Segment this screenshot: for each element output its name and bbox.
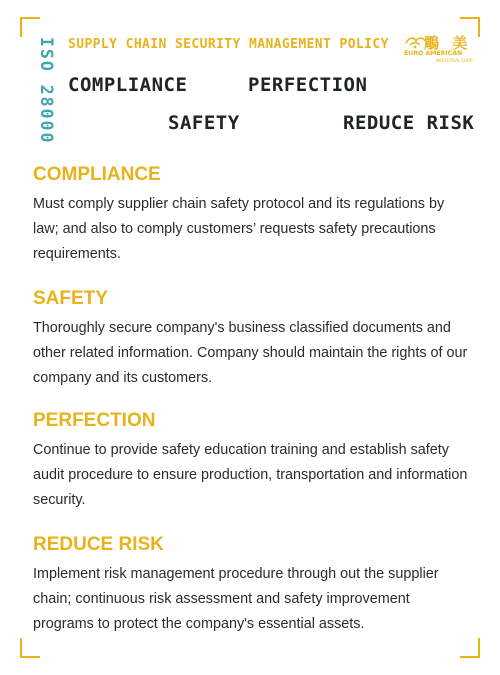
corner-bracket-bottom-left: [20, 638, 40, 658]
section-body: Implement risk management procedure through out the supplier chain; continuous risk assessment and safety improvement programs to protect the company's essential assets.: [33, 566, 439, 632]
keyword-safety: SAFETY: [168, 112, 240, 134]
section-heading: PERFECTION: [33, 410, 156, 431]
section-heading: SAFETY: [33, 288, 108, 309]
section-body: Thoroughly secure company's business classified documents and other related information. Company should maintain the rights of our company and its customers.: [33, 320, 468, 386]
section-body: Continue to provide safety education training and establish safety audit procedure to ensure production, transportation and information security.: [33, 442, 468, 508]
section-compliance: [33, 162, 473, 267]
logo-chinese-text: 鵰 美: [424, 34, 472, 52]
policy-title: SUPPLY CHAIN SECURITY MANAGEMENT POLICY: [68, 37, 389, 52]
section-body: Must comply supplier chain safety protocol and its regulations by law; and also to comply customers’ requests safety precautions requirements.: [33, 196, 445, 262]
section-safety: [33, 286, 473, 391]
section-perfection: [33, 408, 473, 513]
corner-bracket-top-left: [20, 17, 40, 37]
keyword-reduce-risk: REDUCE RISK: [343, 112, 475, 134]
corner-bracket-bottom-right: [460, 638, 480, 658]
logo-bird-icon: [404, 35, 426, 49]
logo-subtitle: INDUSTRIAL CORP.: [436, 58, 474, 63]
keyword-perfection: PERFECTION: [248, 74, 368, 96]
logo-english-text: EURO AMERICAN: [404, 50, 463, 57]
keyword-compliance: COMPLIANCE: [68, 74, 188, 96]
section-heading: REDUCE RISK: [33, 534, 164, 555]
iso-standard-label: ISO 28000: [37, 37, 56, 145]
section-reduce-risk: [33, 532, 473, 637]
company-logo: [400, 33, 474, 69]
section-heading: COMPLIANCE: [33, 164, 161, 185]
